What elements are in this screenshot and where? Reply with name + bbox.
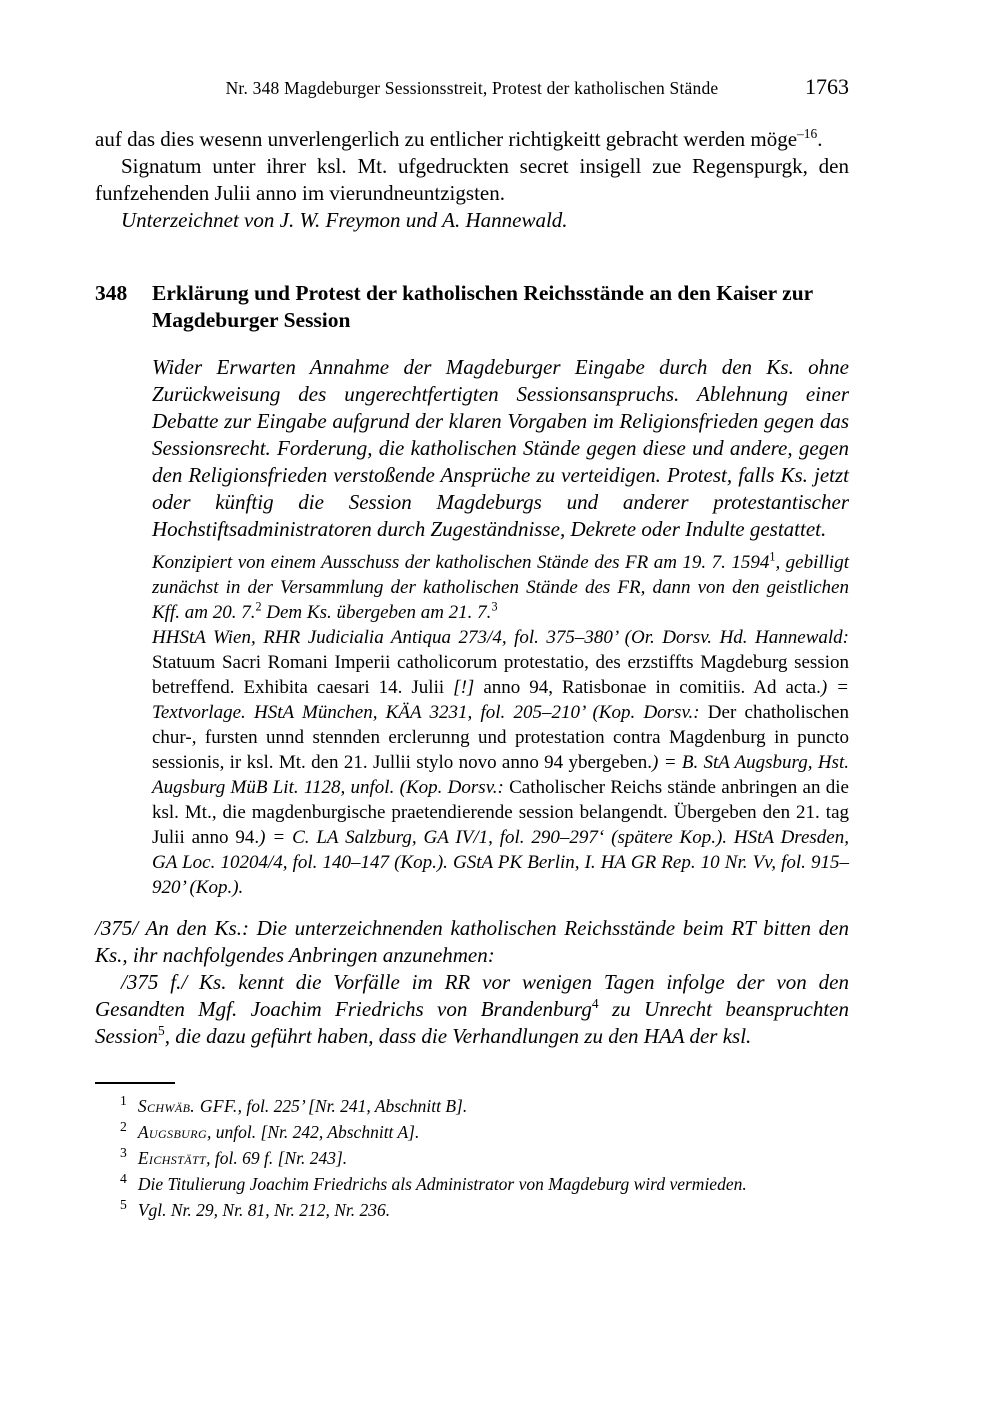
footnotes: [95, 1082, 849, 1223]
footnote-5: [95, 1197, 849, 1223]
paragraph-375f: /375 f./ Ks. kennt die Vorfälle im RR vor wenigen Tagen infolge der von den Gesandten Mgf. Joachim Friedrichs von Brandenburg$^4$ zu Unrecht beanspruchten Session$^5$, die dazu geführt haben, dass die Verhandlungen zu den HAA der ksl.: [95, 970, 849, 1048]
footnote-text: Augsburg, unfol. [Nr. 242, Abschnitt A].: [137, 1122, 420, 1142]
paragraph-signatum: Signatum unter ihrer ksl. Mt. ufgedruckten secret insigell zue Regenspurgk, den funfzehenden Julii anno im vierundneuntzigsten.: [95, 154, 849, 205]
document-text: [95, 915, 849, 1050]
footnote-separator: [95, 1082, 175, 1084]
document-number: 348: [95, 281, 128, 305]
provenance-block: [152, 550, 849, 900]
footnote-number: 4: [120, 1171, 127, 1187]
conception-note: Konzipiert von einem Ausschuss der katholischen Stände des FR am 19. 7. 1594$^1$, gebilligt zunächst in der Versammlung der katholischen Stände des FR, dann von den geistlichen Kff. am 20. 7.$^2$ Dem Ks. übergeben am 21. 7.$^3$: [152, 549, 849, 623]
footnote-number: 5: [120, 1197, 127, 1213]
page-number: 1763: [805, 74, 849, 99]
footnote-1: [95, 1093, 849, 1119]
text-column: [95, 74, 849, 1223]
footnote-number: 1: [120, 1093, 127, 1109]
footnote-4: [95, 1171, 849, 1197]
document-summary: Wider Erwarten Annahme der Magdeburger Eingabe durch den Ks. ohne Zurückweisung des ungerechtfertigten Sessionsanspruchs. Ablehnung einer Debatte zur Eingabe aufgrund der klaren Vorgaben im Religionsfrieden gegen das Sessionsrecht. Forderung, die katholischen Stände gegen diese und andere, gegen den Religionsfrieden verstoßende Ansprüche zu verteidigen. Protest, falls Ks. jetzt oder künftig die Session Magdeburgs und anderer protestantischer Hochstiftsadministratoren durch Zugeständnisse, Dekrete oder Indulte gestattet.: [152, 355, 849, 541]
paragraph-moege: auf das dies wesenn unverlengerlich zu entlicher richtigkeitt gebracht werden möge$^{-16}$.: [95, 126, 823, 151]
previous-document-end: [95, 126, 849, 234]
footnote-text: Die Titulierung Joachim Friedrichs als Administrator von Magdeburg wird vermieden.: [137, 1174, 747, 1194]
document-title: Erklärung und Protest der katholischen Reichsstände an den Kaiser zur Magdeburger Session: [152, 281, 813, 332]
footnote-text: Vgl. Nr. 29, Nr. 81, Nr. 212, Nr. 236.: [137, 1200, 391, 1220]
document-heading: [95, 280, 849, 334]
document-348: [95, 280, 849, 1050]
footnote-3: [95, 1145, 849, 1171]
paragraph-unterzeichnet: Unterzeichnet von J. W. Freymon und A. Hannewald.: [121, 208, 568, 232]
running-head: [95, 74, 849, 102]
paragraph-375: /375/ An den Ks.: Die unterzeichnenden katholischen Reichsstände beim RT bitten den Ks., ihr nachfolgendes Anbringen anzunehmen:: [95, 916, 849, 967]
running-head-title: Nr. 348 Magdeburger Sessionsstreit, Protest der katholischen Stände: [225, 78, 719, 98]
footnote-text: Eichstätt, fol. 69 f. [Nr. 243].: [137, 1148, 348, 1168]
footnote-2: [95, 1119, 849, 1145]
footnote-number: 3: [120, 1145, 127, 1161]
source-citations: HHStA Wien, RHR Judicialia Antiqua 273/4, fol. 375–380’ (Or. Dorsv. Hd. Hannewald: Statuum Sacri Romani Imperii catholicorum protestatio, des erzstiffts Magdeburg session betreffend. Exhibita caesari 14. Julii [!] anno 94, Ratisbonae in comitiis. Ad acta.) = Textvorlage. HStA München, KÄA 3231, fol. 205–210’ (Kop. Dorsv.: Der chatholischen chur-, fursten unnd stennden erclerunng und protestation contra Magdenburg in puncto sessionis, ir ksl. Mt. den 21. Jullii stylo novo anno 94 ybergeben.) = B. StA Augsburg, Hst. Augsburg MüB Lit. 1128, unfol. (Kop. Dorsv.: Catholischer Reichs stände anbringen an die ksl. Mt., die magdenburgische praetendierende session belangendt. Übergeben den 21. tag Julii anno 94.) = C. LA Salzburg, GA IV/1, fol. 290–297‘ (spätere Kop.). HStA Dresden, GA Loc. 10204/4, fol. 140–147 (Kop.). GStA PK Berlin, I. HA GR Rep. 10 Nr. Vv, fol. 915–920’ (Kop.).: [152, 627, 849, 898]
footnote-number: 2: [120, 1119, 127, 1135]
footnote-text: Schwäb. GFF., fol. 225’ [Nr. 241, Abschnitt B].: [137, 1096, 468, 1116]
